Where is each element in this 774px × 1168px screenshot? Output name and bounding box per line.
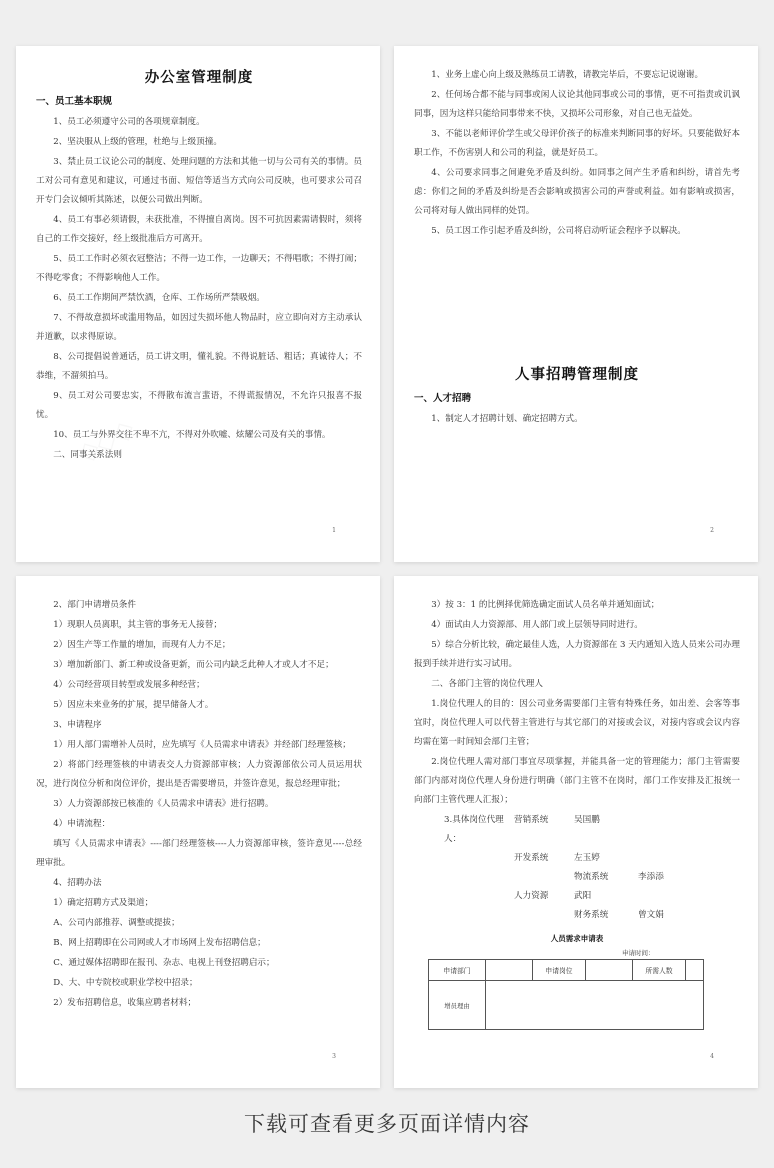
agent-dept: 人力资源 [514, 891, 549, 901]
post-label-cell: 申请岗位 [533, 960, 586, 981]
paragraph: 9、员工对公司要忠实，不得散布流言蜚语，不得谎报情况，不允许只报喜不报忧。 [36, 391, 362, 420]
agent-dept: 开发系统 [514, 853, 549, 863]
requisition-table [428, 959, 704, 1030]
agent-row [414, 887, 740, 906]
paragraph: 二、各部门主管的岗位代理人 [431, 679, 543, 689]
table-row [429, 960, 704, 981]
paragraph: 2）发布招聘信息，收集应聘者材料； [53, 998, 197, 1008]
form-time-label: 申请时间： [622, 949, 655, 957]
document-page-1 [16, 46, 380, 562]
paragraph: B、网上招聘即在公司网或人才市场网上发布招聘信息； [53, 938, 266, 948]
page-number: 2 [710, 527, 714, 534]
dept-value-cell[interactable] [486, 960, 533, 981]
paragraph: 1）现职人员离职，其主管的事务无人接替； [53, 620, 222, 630]
agent-dept: 财务系统 [574, 910, 609, 920]
document-page-3 [16, 576, 380, 1088]
paragraph: 1.岗位代理人的目的：因公司业务需要部门主管有特殊任务，如出差、会客等事宜时，岗位代理人可以代替主管进行与其它部门的对接或会议，对接内容或会议内容均需在第一时间知会部门主管； [414, 699, 740, 747]
agent-person: 李添添 [638, 872, 664, 882]
paragraph: 4）公司经营项目转型或发展多种经营； [53, 680, 205, 690]
paragraph: 3、申请程序 [53, 720, 102, 730]
section-heading: 一、员工基本职规 [36, 96, 113, 107]
agent-person: 武阳 [574, 891, 592, 901]
paragraph: 5、员工工作时必须衣冠整洁；不得一边工作，一边聊天；不得唱歌；不得打闹；不得吃零食；不得影响他人工作。 [36, 254, 362, 283]
page-number: 1 [332, 527, 336, 534]
page-title: 办公室管理制度 [144, 69, 254, 86]
paragraph: 2、部门申请增员条件 [53, 600, 136, 610]
paragraph: 10、员工与外界交往不卑不亢，不得对外吹嘘、炫耀公司及有关的事情。 [53, 430, 331, 440]
paragraph: 4、公司要求同事之间避免矛盾及纠纷。如同事之间产生矛盾和纠纷，请首先考虑：你们之间的矛盾及纠纷是否会影响或损害公司的声誉或利益。如有影响或损害，公司将对每人做出同样的处罚。 [414, 168, 740, 216]
page-number: 3 [332, 1053, 336, 1060]
paragraph: 2、坚决服从上级的管理，杜绝与上级顶撞。 [53, 137, 222, 147]
paragraph: 3、禁止员工议论公司的制度、处理问题的方法和其他一切与公司有关的事情。员工对公司有意见和建议，可通过书面、短信等适当方式向公司反映，也可要求公司召开专门会议倾听其陈述，以便公司做出判断。 [36, 157, 362, 205]
paragraph: 5、员工因工作引起矛盾及纠纷，公司将启动听证会程序予以解决。 [431, 226, 686, 236]
paragraph: 3、不能以老师评价学生或父母评价孩子的标准来判断同事的好坏。只要能做好本职工作，不伤害别人和公司的利益，就是好员工。 [414, 129, 740, 158]
agent-row [414, 811, 740, 849]
agent-dept: 营销系统 [514, 815, 549, 825]
section-heading: 二、同事关系法则 [53, 450, 122, 460]
paragraph: A、公司内部推荐、调整或提拔； [53, 918, 180, 928]
post-value-cell[interactable] [586, 960, 633, 981]
count-value-cell[interactable] [686, 960, 704, 981]
paragraph: 1、员工必须遵守公司的各项规章制度。 [53, 117, 205, 127]
paragraph: 2、任何场合都不能与同事或闲人议论其他同事或公司的事情，更不可指责或讥讽同事，因为这样只能给同事带来不快，又损坏公司形象，对自己也无益处。 [414, 90, 740, 119]
paragraph: 6、员工工作期间严禁饮酒，仓库、工作场所严禁吸烟。 [53, 293, 265, 303]
table-row [429, 981, 704, 1030]
agent-person: 吴国鹏 [574, 815, 600, 825]
paragraph: 填写《人员需求申请表》----部门经理签核----人力资源部审核，签许意见----总经理审批。 [36, 839, 362, 868]
agent-row [414, 906, 740, 925]
paragraph: 1）用人部门需增补人员时，应先填写《人员需求申请表》并经部门经理签核； [53, 740, 351, 750]
dept-label-cell: 申请部门 [429, 960, 486, 981]
paragraph: 1）确定招聘方式及渠道； [53, 898, 154, 908]
paragraph: 3）人力资源部按已核准的《人员需求申请表》进行招聘。 [53, 799, 274, 809]
paragraph: 7、不得故意损坏或滥用物品，如因过失损坏他人物品时，应立即向对方主动承认并道歉，以求得原谅。 [36, 313, 362, 342]
paragraph: 5）综合分析比较，确定最佳人选，人力资源部在 3 天内通知入选人员来公司办理报到手续并进行实习试用。 [414, 640, 740, 669]
paragraph: 2）将部门经理签核的申请表交人力资源部审核；人力资源部依公司人员运用状况，进行岗位分析和岗位评价，提出是否需要增员，并签许意见，报总经理审批； [36, 760, 362, 789]
paragraph: 3）按 3：1 的比例择优筛选确定面试人员名单并通知面试； [431, 600, 660, 610]
paragraph: 5）因应未来业务的扩展，提早储备人才。 [53, 700, 214, 710]
section-title: 人事招聘管理制度 [515, 366, 639, 383]
agent-list-label: 3.具体岗位代理人： [444, 815, 504, 844]
agent-row [414, 868, 740, 887]
page-number: 4 [710, 1053, 714, 1060]
agent-dept: 物流系统 [574, 872, 609, 882]
paragraph: 4、员工有事必须请假，未获批准，不得擅自离岗。因不可抗因素需请假时，须将自己的工作交接好，经上级批准后方可离开。 [36, 215, 362, 244]
section-heading: 一、人才招聘 [414, 393, 472, 404]
paragraph: 4、招聘办法 [53, 878, 102, 888]
paragraph: 4）面试由人力资源部、用人部门或上层领导同时进行。 [431, 620, 643, 630]
paragraph: D、大、中专院校或职业学校中招录； [53, 978, 198, 988]
paragraph: 3）增加新部门、新工种或设备更新，而公司内缺乏此种人才或人才不足； [53, 660, 334, 670]
form-title: 人员需求申请表 [550, 934, 604, 943]
agent-person: 左玉婷 [574, 853, 600, 863]
paragraph: 4）申请流程： [53, 819, 111, 829]
reason-label-cell: 增员理由 [429, 981, 486, 1030]
agent-row [414, 849, 740, 868]
reason-value-cell[interactable] [486, 981, 704, 1030]
paragraph: 2）因生产等工作量的增加，而现有人力不足； [53, 640, 231, 650]
agent-person: 曾文娟 [638, 910, 664, 920]
paragraph: C、通过媒体招聘即在报刊、杂志、电视上刊登招聘启示； [53, 958, 275, 968]
paragraph: 1、制定人才招聘计划、确定招聘方式。 [431, 414, 583, 424]
agent-list [414, 811, 740, 925]
document-page-4 [394, 576, 758, 1088]
download-more-footer[interactable]: 下载可查看更多页面详情内容 [244, 1112, 530, 1136]
paragraph: 8、公司提倡说普通话，员工讲文明，懂礼貌。不得说脏话、粗话；真诚待人；不恭维，不溜须拍马。 [36, 352, 362, 381]
document-page-2 [394, 46, 758, 562]
count-label-cell: 所需人数 [633, 960, 686, 981]
paragraph: 1、业务上虚心向上级及熟练员工请教，请教完毕后，不要忘记说谢谢。 [431, 70, 704, 80]
paragraph: 2.岗位代理人需对部门事宜尽项掌握，并能具备一定的管理能力；部门主管需要部门内部对岗位代理人身份进行明确（部门主管不在岗时，部门工作安排及汇报统一向部门主管代理人汇报）； [414, 757, 740, 805]
